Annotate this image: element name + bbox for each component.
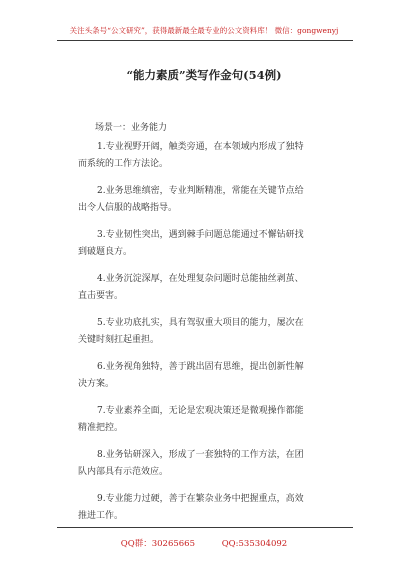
item-line: 出令人信服的战略指导。	[78, 203, 178, 213]
header-note: 关注头条号“公文研究”，获得最新最全最专业的公文资料库！ 微信：gongwenyj	[69, 26, 339, 35]
item-line: 推进工作。	[78, 511, 124, 521]
item-line: 6.业务视角独特，善于跳出固有思维，提出创新性解	[97, 362, 304, 372]
item-line: 2.业务思维缜密，专业判断精准，常能在关键节点给	[97, 186, 304, 196]
item-line: 而系统的工作方法论。	[78, 159, 169, 169]
item-line: 9.专业能力过硬，善于在繁杂业务中把握重点，高效	[97, 494, 304, 504]
list-item	[78, 183, 340, 217]
item-line: 队内部具有示范效应。	[78, 467, 169, 477]
list-item	[78, 227, 340, 261]
item-line: 3.专业韧性突出，遇到棘手问题总能通过不懈钻研找	[97, 230, 304, 240]
list-item	[78, 491, 340, 525]
list-item	[78, 315, 340, 349]
item-line: 5.专业功底扎实，具有驾驭重大项目的能力，屡次在	[97, 318, 304, 328]
list-item	[78, 403, 340, 437]
item-line: 直击要害。	[78, 291, 124, 301]
item-list	[78, 139, 340, 535]
item-line: 决方案。	[78, 379, 115, 389]
item-line: 1.专业视野开阔，触类旁通，在本领域内形成了独特	[97, 142, 304, 152]
qq-group-text: QQ群：30265665	[120, 539, 195, 549]
list-item	[78, 359, 340, 393]
item-line: 精准把控。	[78, 423, 124, 433]
list-item	[78, 139, 340, 173]
scene-heading: 场景一：业务能力	[95, 123, 168, 133]
item-line: 到破题良方。	[78, 247, 133, 257]
item-line: 7.专业素养全面，无论是宏观决策还是微观操作都能	[97, 406, 304, 416]
header-divider	[57, 40, 353, 41]
document-title: “能力素质”类写作金句(54例)	[126, 68, 282, 82]
list-item	[78, 271, 340, 305]
item-line: 4.业务沉淀深厚，在处理复杂问题时总能抽丝剥茧、	[97, 274, 304, 284]
item-line: 关键时刻扛起重担。	[78, 335, 160, 345]
footer-divider	[57, 527, 353, 528]
qq-text: QQ:535304092	[221, 539, 288, 549]
footer-contact	[0, 537, 408, 549]
item-line: 8.业务钻研深入，形成了一套独特的工作方法，在团	[97, 450, 304, 460]
list-item	[78, 447, 340, 481]
